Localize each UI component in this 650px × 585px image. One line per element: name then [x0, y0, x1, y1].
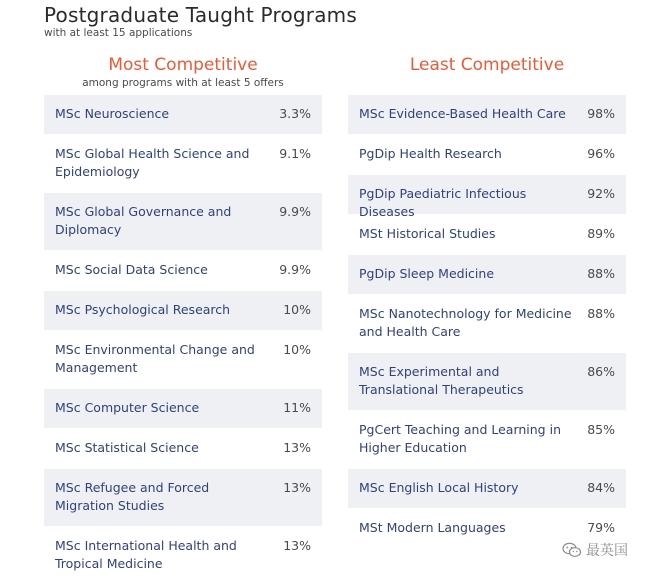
list-item: [348, 135, 626, 175]
program-name: MSc International Health and Tropical Medicine: [55, 538, 237, 571]
acceptance-rate: 84%: [587, 480, 615, 495]
program-name: MSc English Local History: [359, 480, 519, 495]
program-name: PgCert Teaching and Learning in Higher Education: [359, 422, 561, 455]
program-name: MSc Experimental and Translational Therapeutics: [359, 364, 524, 397]
acceptance-rate: 10%: [283, 342, 311, 357]
most-competitive-heading: Most Competitive: [108, 55, 258, 75]
acceptance-rate: 88%: [587, 266, 615, 281]
list-item: [348, 95, 626, 135]
program-name: MSc Statistical Science: [55, 440, 199, 455]
program-name: PgDip Health Research: [359, 146, 502, 161]
acceptance-rate: 9.9%: [279, 262, 311, 277]
program-name: MSc Global Governance and Diplomacy: [55, 204, 232, 237]
list-item: [348, 215, 626, 255]
watermark-text: 最英国: [586, 543, 628, 559]
program-name: MSc Computer Science: [55, 400, 200, 415]
program-name: MSc Global Health Science and Epidemiology: [55, 146, 250, 179]
acceptance-rate: 13%: [283, 538, 311, 553]
acceptance-rate: 10%: [283, 302, 311, 317]
acceptance-rate: 89%: [587, 226, 615, 241]
acceptance-rate: 92%: [587, 186, 615, 201]
program-name: MSt Modern Languages: [359, 520, 506, 535]
list-item: [44, 291, 322, 331]
program-name: PgDip Paediatric Infectious Diseases: [359, 186, 527, 219]
list-item: [44, 135, 322, 193]
list-item: [44, 429, 322, 469]
list-item: [348, 255, 626, 295]
program-name: PgDip Sleep Medicine: [359, 266, 495, 281]
list-item: [348, 175, 626, 219]
watermark: [562, 540, 628, 560]
most-competitive-subheading: among programs with at least 5 offers: [82, 77, 284, 89]
heading-spacer: [348, 76, 626, 90]
program-name: MSc Psychological Research: [55, 302, 231, 317]
list-item: [348, 411, 626, 469]
acceptance-rate: 98%: [587, 106, 615, 121]
acceptance-rate: 86%: [587, 364, 615, 379]
program-name: MSc Environmental Change and Management: [55, 342, 255, 375]
acceptance-rate: 88%: [587, 306, 615, 321]
least-competitive-list: [348, 95, 626, 549]
acceptance-rate: 79%: [587, 520, 615, 535]
program-name: MSc Refugee and Forced Migration Studies: [55, 480, 210, 513]
page-subtitle: with at least 15 applications: [44, 27, 193, 39]
list-item: [44, 95, 322, 135]
acceptance-rate: 13%: [283, 440, 311, 455]
list-item: [44, 331, 322, 389]
acceptance-rate: 85%: [587, 422, 615, 437]
wechat-icon: [562, 542, 582, 558]
program-name: MSt Historical Studies: [359, 226, 496, 241]
least-competitive-column: [348, 54, 626, 549]
acceptance-rate: 96%: [587, 146, 615, 161]
most-competitive-column: [44, 54, 322, 585]
list-item: [44, 251, 322, 291]
list-item: [348, 295, 626, 353]
list-item: [348, 353, 626, 411]
list-item: [44, 469, 322, 527]
acceptance-rate: 13%: [283, 480, 311, 495]
list-item: [44, 527, 322, 585]
program-name: MSc Nanotechnology for Medicine and Health Care: [359, 306, 572, 339]
most-competitive-list: [44, 95, 322, 585]
list-item: [348, 469, 626, 509]
acceptance-rate: 3.3%: [279, 106, 311, 121]
acceptance-rate: 9.9%: [279, 204, 311, 219]
program-name: MSc Evidence-Based Health Care: [359, 106, 566, 121]
acceptance-rate: 11%: [283, 400, 311, 415]
list-item: [44, 389, 322, 429]
list-item: [44, 193, 322, 251]
program-name: MSc Social Data Science: [55, 262, 208, 277]
program-name: MSc Neuroscience: [55, 106, 170, 121]
acceptance-rate: 9.1%: [279, 146, 311, 161]
least-competitive-heading: Least Competitive: [409, 55, 565, 75]
page-title: Postgraduate Taught Programs: [44, 3, 357, 27]
